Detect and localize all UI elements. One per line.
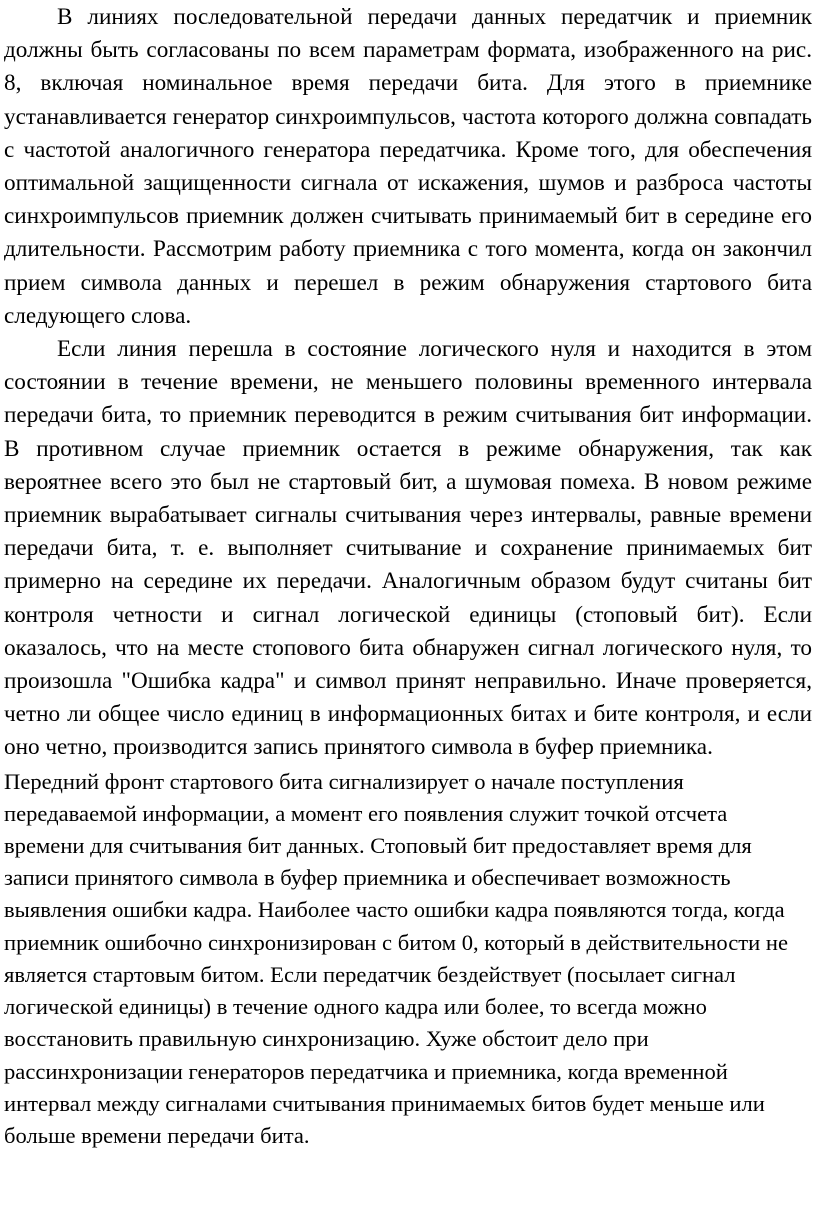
paragraph-3: Передний фронт стартового бита сигнализирует о начале поступления передаваемой информации, а момент его появления служит точкой отсчета времени для считывания бит данных. Стоповый бит предоставляет время для записи принятого символа в буфер приемника и обеспечивает возможность выявления ошибки кадра. Наиболее часто ошибки кадра появляются тогда, когда приемник ошибочно синхронизирован с битом 0, который в действительности не является стартовым битом. Если передатчик бездействует (посылает сигнал логической единицы) в течение одного кадра или более, то всегда можно восстановить правильную синхронизацию. Хуже обстоит дело при рассинхронизации генераторов передатчика и приемника, когда временной интервал между сигналами считывания принимаемых битов будет меньше или больше времени передачи бита. [4, 768, 788, 1148]
paragraph-1: В линиях последовательной передачи данных передатчик и приемник должны быть согласованы по всем параметрам формата, изображенного на рис. 8, включая номинальное время передачи бита. Для этого в приемнике устанавливается генератор синхроимпульсов, частота которого должна совпадать с частотой аналогичного генератора передатчика. Кроме того, для обеспечения оптимальной защищенности сигнала от искажения, шумов и разброса частоты синхроимпульсов приемник должен считывать принимаемый бит в середине его длительности. Рассмотрим работу приемника с того момента, когда он закончил прием символа данных и перешел в режим обнаружения стартового бита следующего слова. [4, 4, 812, 329]
document-page [4, 0, 812, 1152]
paragraph-2: Если линия перешла в состояние логического нуля и находится в этом состоянии в течение времени, не меньшего половины временного интервала передачи бита, то приемник переводится в режим считывания бит информации. В противном случае приемник остается в режиме обнаружения, так как вероятнее всего это был не стартовый бит, а шумовая помеха. В новом режиме приемник вырабатывает сигналы считывания через интервалы, равные времени передачи бита, т. е. выполняет считывание и сохранение принимаемых бит примерно на середине их передачи. Аналогичным образом будут считаны бит контроля четности и сигнал логической единицы (стоповый бит). Если оказалось, что на месте стопового бита обнаружен сигнал логического нуля, то произошла "Ошибка кадра" и символ принят неправильно. Иначе проверяется, четно ли общее число единиц в информационных битах и бите контроля, и если оно четно, производится запись принятого символа в буфер приемника. [4, 336, 812, 761]
